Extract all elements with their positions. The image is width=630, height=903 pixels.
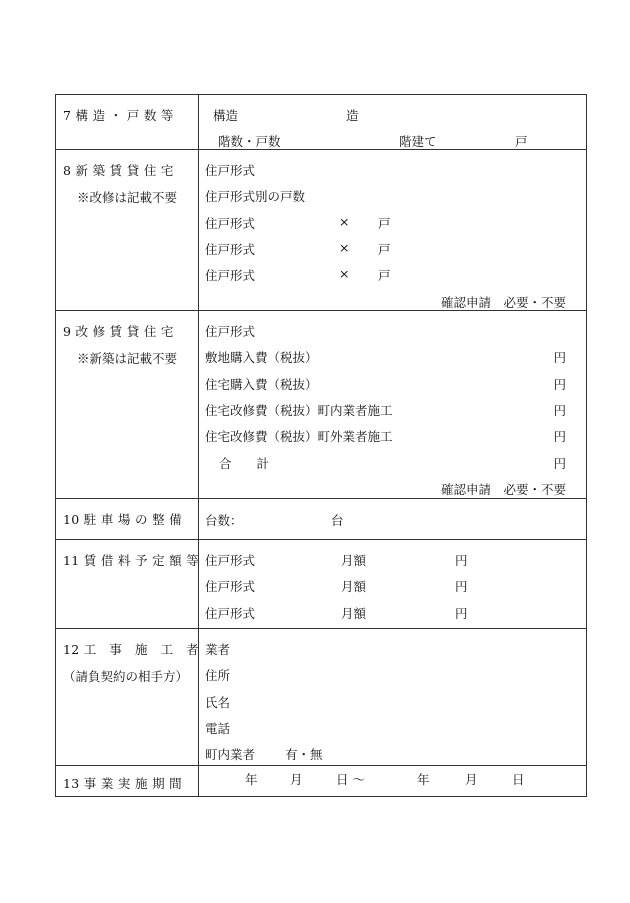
row-rent xyxy=(56,540,586,629)
row-label: 11 賃 借 料 予 定 額 等 xyxy=(63,553,200,568)
row-label-cell xyxy=(56,629,199,765)
end-month-label: 月 xyxy=(465,772,478,787)
row-structure xyxy=(56,95,586,150)
row-content-cell xyxy=(205,150,578,310)
yen-unit: 円 xyxy=(553,377,566,392)
yen-unit: 円 xyxy=(553,350,566,365)
yen-unit: 円 xyxy=(553,456,566,471)
renovation-outside-line: 住宅改修費（税抜）町外業者施工 xyxy=(205,429,393,444)
unit-type-line: 住戸形式 xyxy=(205,163,256,178)
parking-unit: 台 xyxy=(331,513,344,528)
row-content-cell xyxy=(205,629,578,765)
start-month-label: 月 xyxy=(290,772,303,787)
yen-unit: 円 xyxy=(455,606,468,621)
application-form-table xyxy=(55,94,587,797)
yen-unit: 円 xyxy=(455,553,468,568)
structure-suffix: 造 xyxy=(346,108,359,123)
renovation-local-line: 住宅改修費（税抜）町内業者施工 xyxy=(205,403,393,418)
row-label: 8 新 築 賃 貸 住 宅 xyxy=(63,163,174,178)
row-label-cell xyxy=(56,540,199,628)
unit-type-line: 住戸形式 xyxy=(205,268,256,283)
unit-type-line: 住戸形式 xyxy=(205,242,256,257)
times-sign: × xyxy=(339,214,350,229)
row-contractor xyxy=(56,629,586,766)
start-year-label: 年 xyxy=(245,772,258,787)
row-content-cell xyxy=(205,499,578,539)
building-confirmation: 確認申請 必要・不要 xyxy=(440,295,566,310)
contractor-name-label: 業者 xyxy=(205,642,231,657)
unit-suffix: 戸 xyxy=(378,268,391,283)
times-sign: × xyxy=(339,266,350,281)
yen-unit: 円 xyxy=(455,579,468,594)
unit-type-line: 住戸形式 xyxy=(205,324,256,339)
row-label: 12 工 事 施 工 者 xyxy=(63,642,199,657)
row-content-cell xyxy=(205,766,578,796)
row-label-cell xyxy=(56,766,199,796)
end-day-label: 日 xyxy=(512,772,525,787)
address-label: 住所 xyxy=(205,668,231,683)
row-parking xyxy=(56,499,586,540)
row-note: （請負契約の相手方） xyxy=(63,669,189,684)
monthly-label: 月額 xyxy=(341,553,367,568)
monthly-label: 月額 xyxy=(341,579,367,594)
parking-count-label: 台数： xyxy=(205,513,243,528)
row-label-cell xyxy=(56,311,199,498)
phone-label: 電話 xyxy=(205,721,231,736)
row-period xyxy=(56,766,586,796)
row-content-cell xyxy=(205,540,578,628)
unit-type-line: 住戸形式 xyxy=(205,216,256,231)
row-note: ※改修は記載不要 xyxy=(77,190,178,205)
times-sign: × xyxy=(339,240,350,255)
structure-label: 構造 xyxy=(213,108,239,123)
row-label-cell xyxy=(56,499,199,539)
row-renovated-rental xyxy=(56,311,586,499)
row-label: 9 改 修 賃 貸 住 宅 xyxy=(63,324,174,339)
person-name-label: 氏名 xyxy=(205,695,231,710)
building-confirmation: 確認申請 必要・不要 xyxy=(440,482,566,497)
units-suffix: 戸 xyxy=(515,134,528,149)
start-day-label: 日 ～ xyxy=(336,772,365,787)
row-label: 7 構 造 ・ 戸 数 等 xyxy=(63,108,174,123)
unit-type-line: 住戸形式 xyxy=(205,606,256,621)
yen-unit: 円 xyxy=(553,429,566,444)
unit-count-line: 住戸形式別の戸数 xyxy=(205,189,306,204)
end-year-label: 年 xyxy=(417,772,430,787)
floors-units-label: 階数・戸数 xyxy=(218,134,281,149)
local-contractor-label: 町内業者 xyxy=(205,747,256,762)
unit-type-line: 住戸形式 xyxy=(205,579,256,594)
row-label-cell xyxy=(56,95,199,149)
row-label-cell xyxy=(56,150,199,310)
row-content-cell xyxy=(205,311,578,498)
row-note: ※新築は記載不要 xyxy=(77,351,178,366)
row-label: 13 事 業 実 施 期 間 xyxy=(63,776,182,791)
total-line: 合 計 xyxy=(219,456,270,471)
unit-suffix: 戸 xyxy=(378,242,391,257)
unit-type-line: 住戸形式 xyxy=(205,553,256,568)
row-content-cell xyxy=(205,95,578,149)
yen-unit: 円 xyxy=(553,403,566,418)
monthly-label: 月額 xyxy=(341,606,367,621)
unit-suffix: 戸 xyxy=(378,216,391,231)
land-cost-line: 敷地購入費（税抜） xyxy=(205,350,318,365)
house-cost-line: 住宅購入費（税抜） xyxy=(205,377,318,392)
row-label: 10 駐 車 場 の 整 備 xyxy=(63,512,182,527)
row-new-rental xyxy=(56,150,586,311)
yes-no-choice: 有・無 xyxy=(285,747,323,762)
floors-suffix: 階建て xyxy=(399,134,437,149)
